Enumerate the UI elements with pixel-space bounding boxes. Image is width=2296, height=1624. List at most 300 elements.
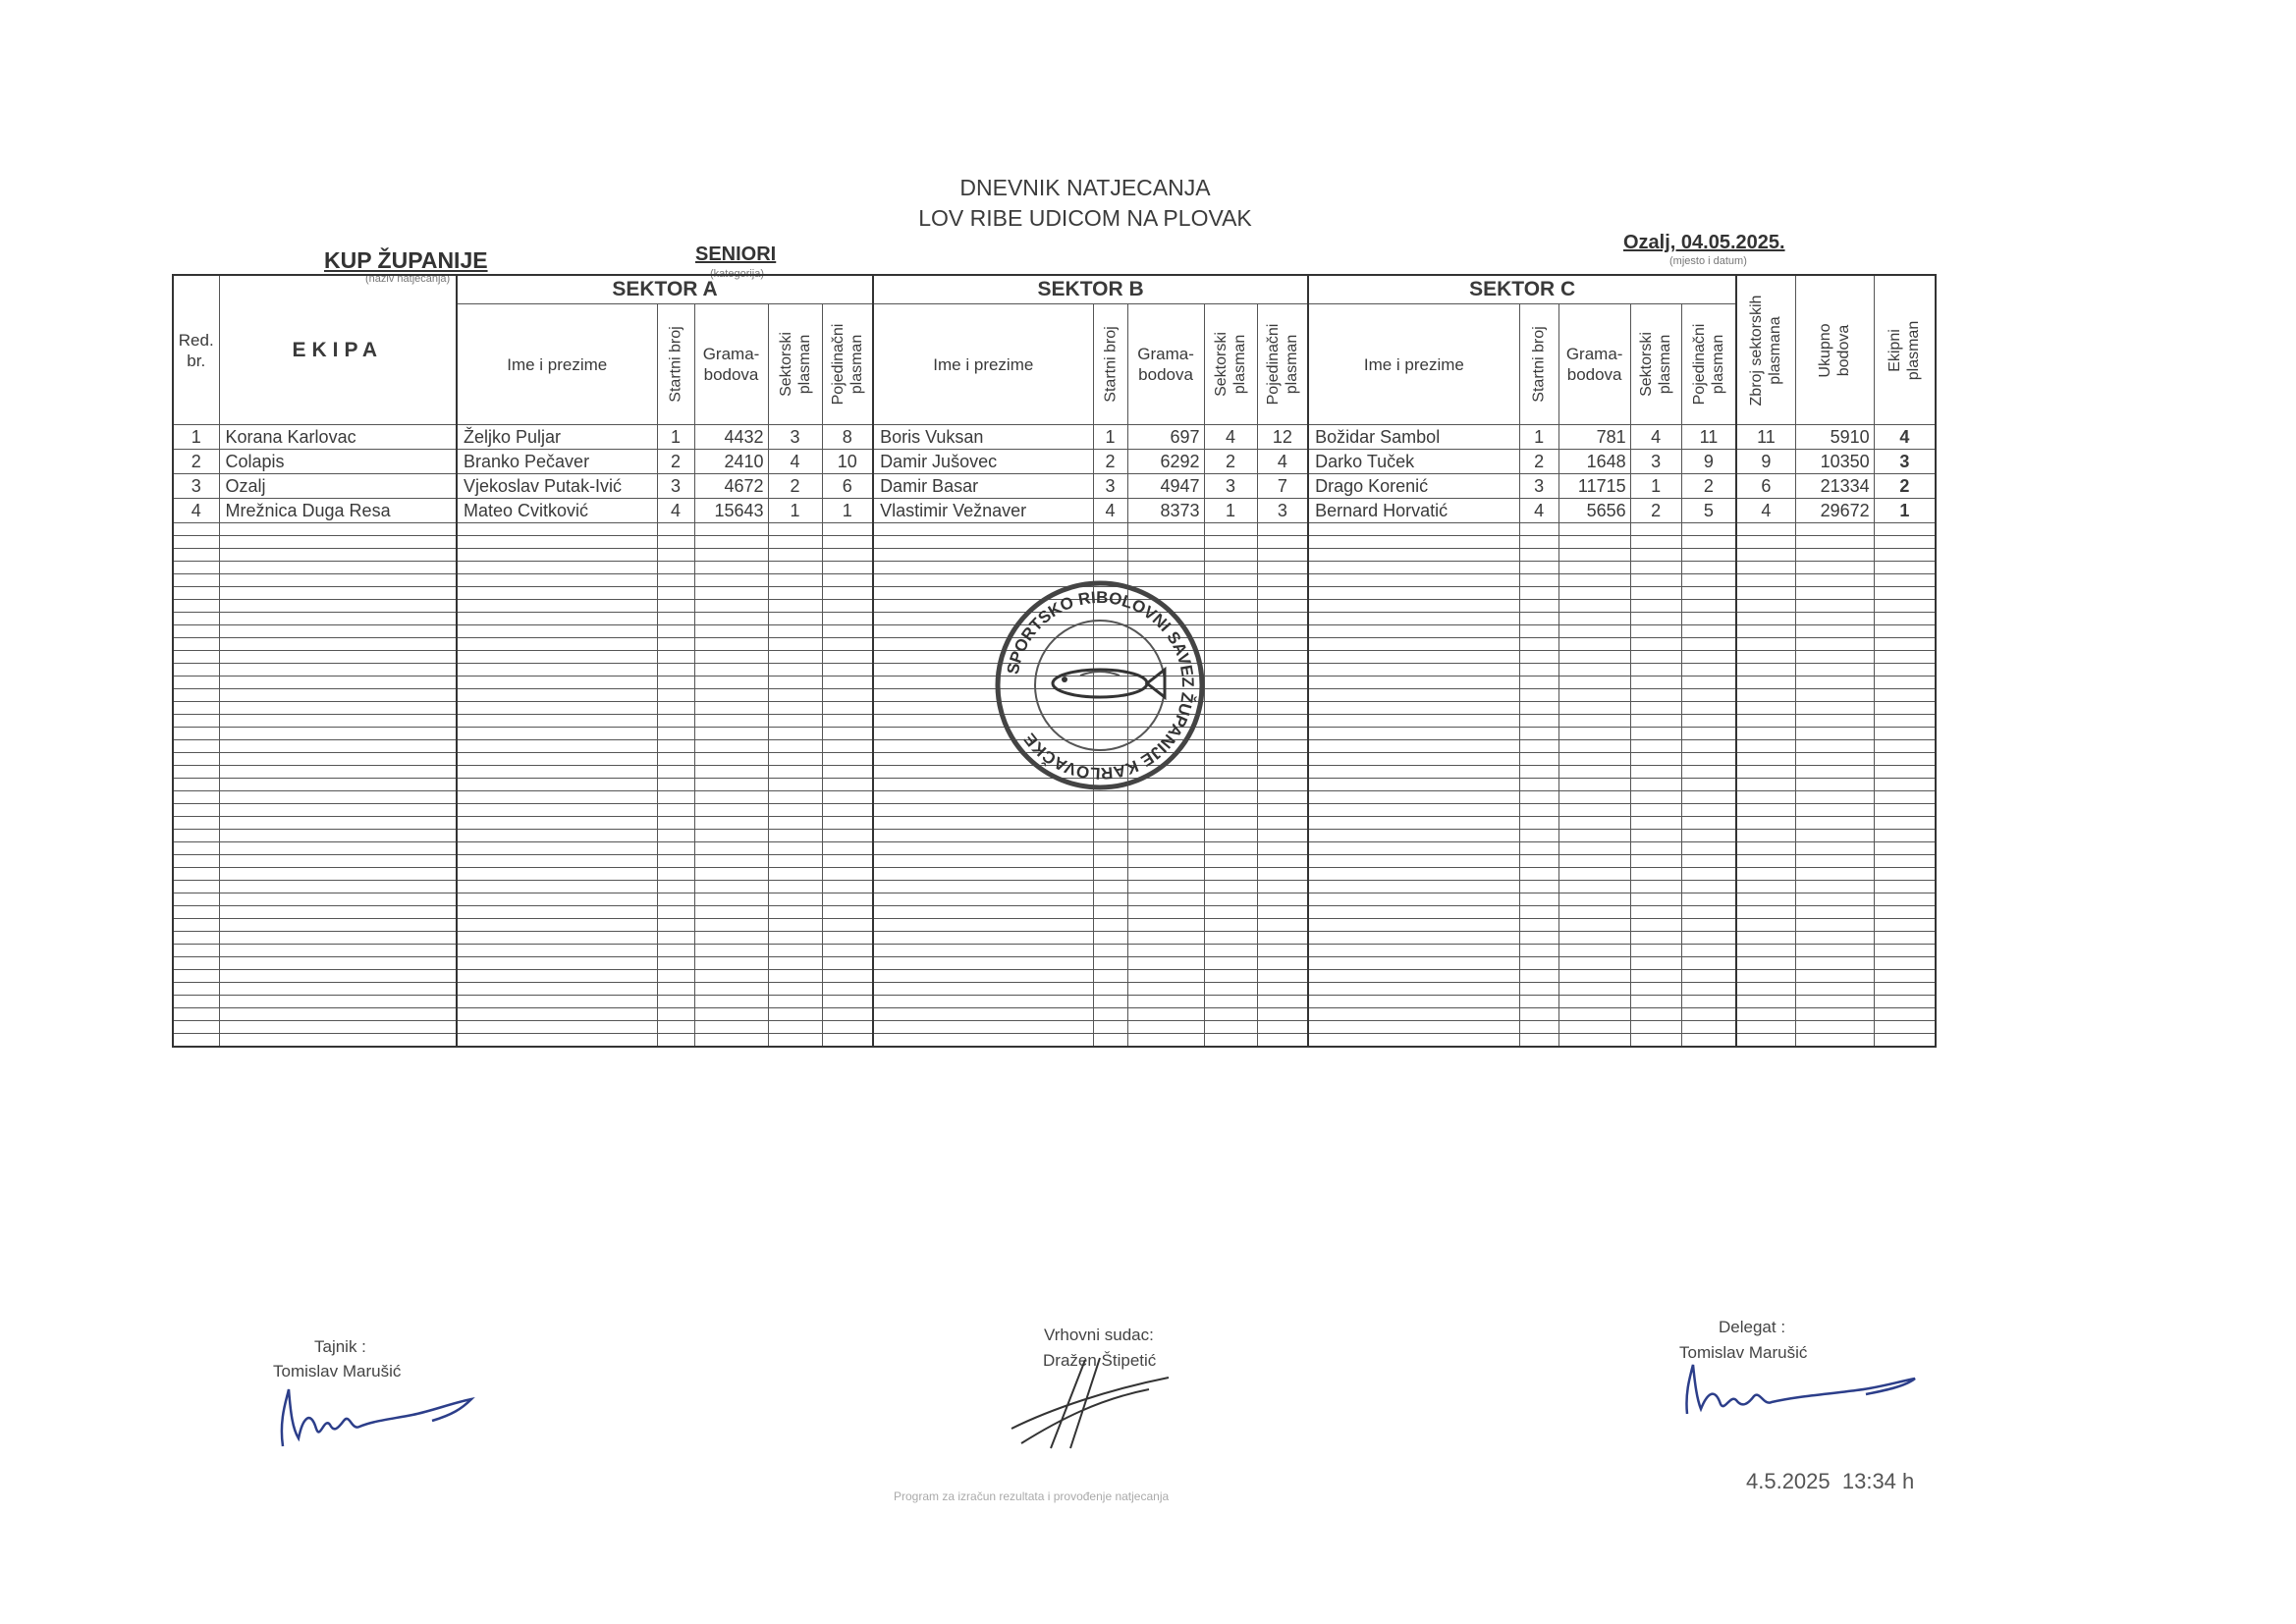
empty-cell xyxy=(657,970,694,983)
empty-cell xyxy=(1308,740,1519,753)
empty-cell xyxy=(694,740,768,753)
empty-cell xyxy=(657,702,694,715)
empty-cell xyxy=(1630,919,1681,932)
empty-cell xyxy=(657,715,694,728)
empty-cell xyxy=(219,651,457,664)
empty-cell xyxy=(1127,868,1204,881)
empty-cell xyxy=(694,830,768,842)
empty-cell xyxy=(219,549,457,562)
empty-cell xyxy=(219,830,457,842)
cell-ekipa: Ozalj xyxy=(219,474,457,499)
empty-cell xyxy=(457,906,657,919)
cell-b-name: Damir Basar xyxy=(873,474,1093,499)
empty-cell xyxy=(1630,728,1681,740)
empty-cell xyxy=(1308,753,1519,766)
empty-cell xyxy=(1204,651,1257,664)
empty-cell xyxy=(173,1021,219,1034)
empty-cell xyxy=(1127,983,1204,996)
empty-cell xyxy=(1093,855,1127,868)
empty-cell xyxy=(1257,702,1308,715)
empty-cell xyxy=(1795,549,1874,562)
empty-cell xyxy=(457,689,657,702)
empty-cell xyxy=(768,855,822,868)
empty-cell xyxy=(1681,677,1736,689)
empty-cell xyxy=(1308,638,1519,651)
empty-cell xyxy=(1257,945,1308,957)
empty-cell xyxy=(1257,830,1308,842)
empty-cell xyxy=(1257,523,1308,536)
empty-cell xyxy=(1736,957,1795,970)
table-row xyxy=(173,474,1936,499)
empty-cell xyxy=(457,549,657,562)
empty-cell xyxy=(822,523,873,536)
empty-cell xyxy=(1630,689,1681,702)
delegate-label: Delegat : xyxy=(1719,1318,1786,1336)
empty-cell xyxy=(219,689,457,702)
empty-cell xyxy=(173,804,219,817)
empty-cell xyxy=(1204,791,1257,804)
empty-cell xyxy=(694,957,768,970)
empty-cell xyxy=(1558,893,1630,906)
empty-cell xyxy=(1630,587,1681,600)
empty-cell xyxy=(822,932,873,945)
empty-cell xyxy=(173,970,219,983)
empty-cell xyxy=(694,613,768,625)
empty-cell xyxy=(1681,1034,1736,1048)
empty-cell xyxy=(1093,1008,1127,1021)
empty-cell xyxy=(219,1008,457,1021)
table-row xyxy=(173,450,1936,474)
cell-sum: 6 xyxy=(1736,474,1795,499)
empty-cell xyxy=(1204,945,1257,957)
empty-cell xyxy=(1874,536,1936,549)
empty-cell xyxy=(873,842,1093,855)
empty-cell xyxy=(1874,728,1936,740)
empty-cell xyxy=(457,855,657,868)
empty-cell xyxy=(1681,651,1736,664)
competition-name: KUP ŽUPANIJE xyxy=(324,247,488,273)
empty-cell xyxy=(822,715,873,728)
empty-cell xyxy=(1795,855,1874,868)
empty-cell xyxy=(1630,779,1681,791)
empty-cell xyxy=(457,932,657,945)
empty-cell xyxy=(1308,983,1519,996)
empty-cell xyxy=(657,1021,694,1034)
empty-cell xyxy=(457,791,657,804)
b-sector-place-header: Sektorski plasman xyxy=(1213,332,1249,397)
empty-cell xyxy=(1308,549,1519,562)
empty-cell xyxy=(873,549,1093,562)
empty-cell xyxy=(1257,638,1308,651)
empty-cell xyxy=(1874,791,1936,804)
empty-row xyxy=(173,983,1936,996)
empty-cell xyxy=(1795,600,1874,613)
empty-cell xyxy=(694,855,768,868)
empty-cell xyxy=(1681,574,1736,587)
empty-cell xyxy=(1093,996,1127,1008)
empty-cell xyxy=(822,957,873,970)
empty-row xyxy=(173,855,1936,868)
empty-cell xyxy=(1127,562,1204,574)
empty-cell xyxy=(1681,689,1736,702)
empty-cell xyxy=(657,677,694,689)
empty-cell xyxy=(768,523,822,536)
empty-cell xyxy=(1874,932,1936,945)
empty-cell xyxy=(768,996,822,1008)
empty-cell xyxy=(457,842,657,855)
b-grams-header: Grama-bodova xyxy=(1127,304,1204,425)
empty-cell xyxy=(1681,996,1736,1008)
empty-cell xyxy=(873,536,1093,549)
empty-cell xyxy=(694,945,768,957)
empty-cell xyxy=(1204,830,1257,842)
empty-cell xyxy=(694,766,768,779)
empty-cell xyxy=(1795,996,1874,1008)
empty-cell xyxy=(1736,868,1795,881)
empty-cell xyxy=(822,779,873,791)
empty-cell xyxy=(1874,625,1936,638)
empty-cell xyxy=(1736,996,1795,1008)
empty-cell xyxy=(822,830,873,842)
empty-cell xyxy=(1630,702,1681,715)
empty-cell xyxy=(173,549,219,562)
a-grams-header: Grama-bodova xyxy=(694,304,768,425)
empty-cell xyxy=(1736,753,1795,766)
empty-cell xyxy=(173,677,219,689)
empty-cell xyxy=(1257,728,1308,740)
cell-c-grams: 11715 xyxy=(1558,474,1630,499)
cell-a-grams: 4432 xyxy=(694,425,768,450)
empty-cell xyxy=(1204,677,1257,689)
empty-cell xyxy=(1681,728,1736,740)
empty-cell xyxy=(822,919,873,932)
empty-cell xyxy=(1874,945,1936,957)
empty-cell xyxy=(1204,702,1257,715)
empty-cell xyxy=(173,728,219,740)
empty-cell xyxy=(1127,970,1204,983)
empty-cell xyxy=(1630,664,1681,677)
empty-cell xyxy=(1204,906,1257,919)
secretary-label: Tajnik : xyxy=(314,1337,366,1356)
empty-cell xyxy=(1558,728,1630,740)
empty-cell xyxy=(1257,881,1308,893)
empty-cell xyxy=(1308,881,1519,893)
cell-b-sec: 4 xyxy=(1204,425,1257,450)
results-rows xyxy=(173,425,1936,523)
empty-cell xyxy=(1795,587,1874,600)
empty-cell xyxy=(1874,881,1936,893)
empty-cell xyxy=(657,523,694,536)
empty-cell xyxy=(1519,881,1558,893)
empty-row xyxy=(173,945,1936,957)
empty-cell xyxy=(1257,715,1308,728)
empty-cell xyxy=(822,587,873,600)
empty-cell xyxy=(1874,613,1936,625)
empty-cell xyxy=(1519,574,1558,587)
empty-cell xyxy=(219,842,457,855)
empty-cell xyxy=(457,983,657,996)
empty-cell xyxy=(1681,970,1736,983)
stamp-text: SPORTSKO RIBOLOVNI SAVEZ ŽUPANIJE KARLOVAČKE xyxy=(1003,587,1198,784)
a-start-header: Startni broj xyxy=(667,326,684,403)
empty-cell xyxy=(1519,868,1558,881)
empty-cell xyxy=(1630,1034,1681,1048)
cell-b-sec: 2 xyxy=(1204,450,1257,474)
empty-cell xyxy=(457,919,657,932)
empty-cell xyxy=(1257,791,1308,804)
empty-cell xyxy=(1519,677,1558,689)
empty-cell xyxy=(822,753,873,766)
empty-cell xyxy=(1630,625,1681,638)
empty-cell xyxy=(822,689,873,702)
empty-cell xyxy=(219,817,457,830)
empty-cell xyxy=(457,523,657,536)
cell-b-grams: 6292 xyxy=(1127,450,1204,474)
empty-cell xyxy=(1736,625,1795,638)
empty-cell xyxy=(768,740,822,753)
empty-cell xyxy=(822,677,873,689)
empty-cell xyxy=(1795,1021,1874,1034)
empty-row xyxy=(173,1008,1936,1021)
empty-cell xyxy=(657,664,694,677)
empty-cell xyxy=(1795,651,1874,664)
empty-cell xyxy=(1630,893,1681,906)
table-row xyxy=(173,425,1936,450)
empty-cell xyxy=(173,957,219,970)
empty-cell xyxy=(1681,817,1736,830)
empty-cell xyxy=(694,600,768,613)
empty-cell xyxy=(1519,689,1558,702)
empty-cell xyxy=(657,1008,694,1021)
empty-cell xyxy=(1681,868,1736,881)
empty-cell xyxy=(1681,638,1736,651)
empty-cell xyxy=(1204,957,1257,970)
empty-cell xyxy=(873,893,1093,906)
cell-c-start: 4 xyxy=(1519,499,1558,523)
empty-cell xyxy=(1736,1008,1795,1021)
cell-b-ind: 12 xyxy=(1257,425,1308,450)
empty-cell xyxy=(1736,932,1795,945)
empty-cell xyxy=(694,1008,768,1021)
empty-cell xyxy=(1308,574,1519,587)
empty-cell xyxy=(1308,587,1519,600)
cell-a-ind: 1 xyxy=(822,499,873,523)
empty-cell xyxy=(657,536,694,549)
empty-cell xyxy=(1093,906,1127,919)
cell-ekipa: Colapis xyxy=(219,450,457,474)
empty-cell xyxy=(1681,932,1736,945)
empty-cell xyxy=(1093,1021,1127,1034)
empty-row xyxy=(173,1034,1936,1048)
empty-cell xyxy=(822,842,873,855)
empty-cell xyxy=(1558,702,1630,715)
empty-cell xyxy=(1874,740,1936,753)
empty-cell xyxy=(1630,766,1681,779)
program-note: Program za izračun rezultata i provođenje natjecanja xyxy=(894,1489,1170,1503)
empty-cell xyxy=(219,574,457,587)
empty-cell xyxy=(219,945,457,957)
empty-cell xyxy=(1519,945,1558,957)
empty-cell xyxy=(173,715,219,728)
a-sector-place-header: Sektorski plasman xyxy=(777,332,813,397)
empty-cell xyxy=(657,1034,694,1048)
empty-cell xyxy=(1257,970,1308,983)
empty-cell xyxy=(1093,970,1127,983)
empty-cell xyxy=(219,625,457,638)
judge-signature xyxy=(992,1350,1178,1458)
empty-cell xyxy=(1795,970,1874,983)
empty-cell xyxy=(822,817,873,830)
empty-cell xyxy=(694,574,768,587)
empty-cell xyxy=(1630,791,1681,804)
empty-cell xyxy=(457,740,657,753)
empty-cell xyxy=(1795,1008,1874,1021)
b-start-header: Startni broj xyxy=(1102,326,1120,403)
cell-c-sec: 3 xyxy=(1630,450,1681,474)
empty-cell xyxy=(822,1021,873,1034)
empty-cell xyxy=(1519,549,1558,562)
empty-cell xyxy=(1558,523,1630,536)
empty-cell xyxy=(1127,549,1204,562)
cell-b-grams: 4947 xyxy=(1127,474,1204,499)
empty-cell xyxy=(1558,1008,1630,1021)
cell-c-ind: 2 xyxy=(1681,474,1736,499)
empty-cell xyxy=(1795,753,1874,766)
empty-cell xyxy=(457,715,657,728)
empty-cell xyxy=(657,549,694,562)
empty-cell xyxy=(173,536,219,549)
empty-cell xyxy=(457,957,657,970)
empty-cell xyxy=(1795,957,1874,970)
empty-cell xyxy=(873,996,1093,1008)
empty-cell xyxy=(694,1021,768,1034)
empty-cell xyxy=(173,855,219,868)
empty-cell xyxy=(1874,549,1936,562)
empty-cell xyxy=(1681,830,1736,842)
empty-cell xyxy=(173,523,219,536)
empty-cell xyxy=(657,651,694,664)
empty-cell xyxy=(1558,600,1630,613)
sector-a-header: SEKTOR A xyxy=(457,275,873,304)
empty-cell xyxy=(1874,919,1936,932)
empty-cell xyxy=(657,625,694,638)
empty-cell xyxy=(694,728,768,740)
a-name-header: Ime i prezime xyxy=(457,304,657,425)
empty-cell xyxy=(1630,970,1681,983)
empty-cell xyxy=(1874,830,1936,842)
empty-cell xyxy=(822,600,873,613)
empty-cell xyxy=(1795,906,1874,919)
empty-cell xyxy=(1558,651,1630,664)
empty-cell xyxy=(1308,919,1519,932)
empty-cell xyxy=(1519,600,1558,613)
empty-cell xyxy=(1519,855,1558,868)
empty-cell xyxy=(1558,842,1630,855)
empty-cell xyxy=(1204,523,1257,536)
empty-cell xyxy=(1681,587,1736,600)
empty-row xyxy=(173,957,1936,970)
empty-cell xyxy=(1093,868,1127,881)
empty-cell xyxy=(694,881,768,893)
empty-cell xyxy=(1681,906,1736,919)
empty-cell xyxy=(768,1008,822,1021)
empty-cell xyxy=(1257,919,1308,932)
empty-cell xyxy=(1630,855,1681,868)
empty-cell xyxy=(1736,574,1795,587)
empty-cell xyxy=(657,587,694,600)
empty-cell xyxy=(1519,779,1558,791)
empty-cell xyxy=(1630,536,1681,549)
empty-cell xyxy=(1093,804,1127,817)
empty-cell xyxy=(768,638,822,651)
cell-team: 4 xyxy=(1874,425,1936,450)
empty-cell xyxy=(173,613,219,625)
empty-cell xyxy=(1308,625,1519,638)
cell-a-ind: 6 xyxy=(822,474,873,499)
empty-cell xyxy=(1257,689,1308,702)
empty-cell xyxy=(873,881,1093,893)
empty-cell xyxy=(1874,600,1936,613)
empty-row xyxy=(173,932,1936,945)
empty-cell xyxy=(1736,728,1795,740)
empty-cell xyxy=(873,1008,1093,1021)
empty-cell xyxy=(1630,1021,1681,1034)
empty-cell xyxy=(1795,625,1874,638)
empty-cell xyxy=(1681,715,1736,728)
empty-cell xyxy=(1093,523,1127,536)
empty-cell xyxy=(768,893,822,906)
empty-cell xyxy=(873,868,1093,881)
empty-cell xyxy=(1681,702,1736,715)
empty-cell xyxy=(1558,804,1630,817)
empty-cell xyxy=(1257,842,1308,855)
empty-cell xyxy=(1257,740,1308,753)
cell-ekipa: Mrežnica Duga Resa xyxy=(219,499,457,523)
empty-cell xyxy=(1204,817,1257,830)
empty-row xyxy=(173,996,1936,1008)
empty-cell xyxy=(1308,523,1519,536)
empty-cell xyxy=(1127,945,1204,957)
empty-row xyxy=(173,881,1936,893)
empty-cell xyxy=(173,791,219,804)
empty-cell xyxy=(1795,791,1874,804)
empty-cell xyxy=(1257,804,1308,817)
empty-cell xyxy=(1630,996,1681,1008)
empty-cell xyxy=(1204,893,1257,906)
empty-cell xyxy=(1257,1021,1308,1034)
empty-cell xyxy=(1204,1008,1257,1021)
empty-cell xyxy=(873,804,1093,817)
empty-cell xyxy=(873,1021,1093,1034)
empty-cell xyxy=(1127,842,1204,855)
empty-cell xyxy=(1204,549,1257,562)
empty-cell xyxy=(1127,536,1204,549)
empty-cell xyxy=(1681,523,1736,536)
empty-cell xyxy=(1204,625,1257,638)
empty-cell xyxy=(1681,562,1736,574)
empty-cell xyxy=(1204,562,1257,574)
empty-cell xyxy=(1519,651,1558,664)
empty-cell xyxy=(173,562,219,574)
empty-cell xyxy=(694,817,768,830)
empty-cell xyxy=(1308,562,1519,574)
empty-cell xyxy=(1519,1008,1558,1021)
empty-cell xyxy=(1795,932,1874,945)
empty-cell xyxy=(1558,766,1630,779)
cell-c-sec: 1 xyxy=(1630,474,1681,499)
empty-cell xyxy=(1736,562,1795,574)
c-grams-header: Grama-bodova xyxy=(1558,304,1630,425)
